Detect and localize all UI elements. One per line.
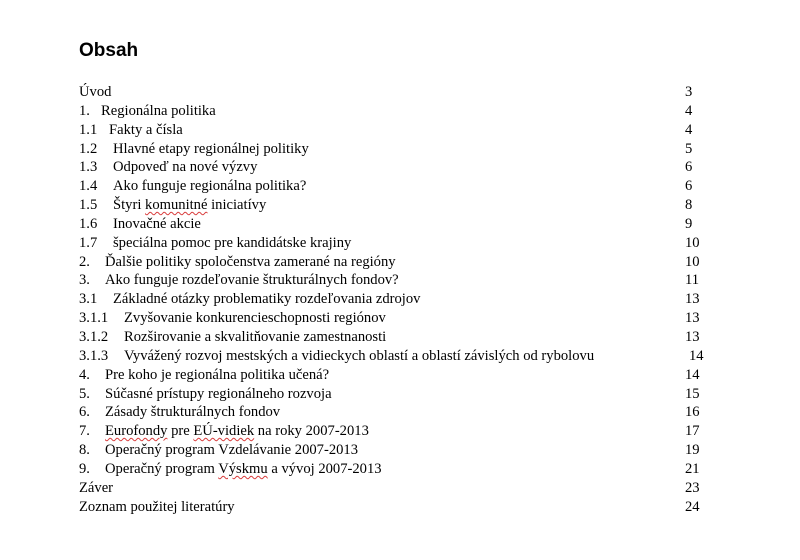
toc-page-number: 16: [685, 404, 700, 421]
toc-entry-number: 3.1.3: [79, 347, 109, 364]
toc-entry-1-1: [79, 121, 719, 140]
toc-entry-number: 9.: [79, 460, 90, 477]
toc-page-number: 9: [685, 215, 693, 232]
spellcheck-word: EÚ-vidiek: [193, 423, 255, 440]
toc-entry-text: [113, 196, 266, 215]
toc-entry-8: [79, 441, 719, 460]
toc-page-number: 11: [685, 272, 700, 289]
toc-entry-text: Zásady štrukturálnych fondov: [105, 404, 281, 421]
toc-entry-3: [79, 271, 719, 290]
toc-page-number: 14: [685, 366, 700, 383]
toc-entry-text: Zvyšovanie konkurencieschopnosti regiónov: [124, 310, 386, 327]
toc-entry-1-3: [79, 158, 719, 177]
toc-entry-7: [79, 422, 719, 441]
toc-entry-number: 4.: [79, 366, 90, 383]
toc-entry-text: [105, 460, 382, 479]
toc-entry-text: Hlavné etapy regionálnej politiky: [113, 140, 309, 157]
toc-entry-3-1-2: [79, 328, 719, 347]
toc-entry-text-part: Štyri: [113, 197, 146, 214]
table-of-contents: [79, 83, 719, 516]
toc-page-number: 4: [685, 121, 693, 138]
toc-entry-number: 7.: [79, 423, 90, 440]
toc-page-number: 10: [685, 253, 700, 270]
toc-entry-text: Úvod: [79, 84, 112, 100]
toc-page-number: 6: [685, 159, 693, 176]
toc-entry-text: Inovačné akcie: [113, 215, 201, 232]
toc-entry-number: 3.1.1: [79, 310, 109, 327]
toc-entry-text: Vyvážený rozvoj mestských a vidieckych oblastí a oblastí závislých od rybolovu: [124, 347, 595, 364]
toc-entry-1: [79, 102, 719, 121]
toc-entry-number: 3.1: [79, 291, 98, 308]
toc-entry-uvod: [79, 83, 719, 102]
toc-entry-6: [79, 403, 719, 422]
toc-entry-text: Zoznam použitej literatúry: [79, 498, 235, 515]
toc-entry-text: Rozširovanie a skvalitňovanie zamestnanosti: [124, 328, 387, 345]
spellcheck-word: Eurofondy: [105, 423, 168, 440]
toc-entry-literatura: [79, 498, 719, 517]
toc-entry-number: 1.5: [79, 197, 98, 214]
toc-entry-number: 5.: [79, 385, 90, 402]
toc-entry-text: špeciálna pomoc pre kandidátske krajiny: [113, 234, 352, 251]
toc-page-number: 13: [685, 310, 700, 327]
toc-page-number: 6: [685, 178, 693, 195]
toc-entry-text: Ako funguje rozdeľovanie štrukturálnych fondov?: [105, 272, 399, 289]
toc-page-number: 15: [685, 385, 700, 402]
toc-entry-3-1-1: [79, 309, 719, 328]
toc-entry-number: 1.6: [79, 215, 98, 232]
toc-entry-number: 3.1.2: [79, 328, 109, 345]
toc-entry-4: [79, 366, 719, 385]
page-title: Obsah: [79, 40, 139, 61]
toc-page-number: 23: [685, 479, 700, 496]
toc-entry-text-part: pre: [167, 423, 194, 440]
spellcheck-word: Výskmu: [218, 460, 268, 477]
toc-page-number: 21: [685, 460, 700, 477]
toc-entry-number: 1.4: [79, 178, 98, 195]
toc-entry-number: 1.3: [79, 159, 98, 176]
toc-entry-9: [79, 460, 719, 479]
toc-entry-text: Odpoveď na nové výzvy: [113, 159, 258, 176]
toc-entry-text: Ako funguje regionálna politika?: [113, 178, 307, 195]
toc-entry-text: Základné otázky problematiky rozdeľovania zdrojov: [113, 291, 421, 308]
toc-entry-2: [79, 253, 719, 272]
toc-page-number: 4: [685, 102, 693, 119]
toc-entry-text: Súčasné prístupy regionálneho rozvoja: [105, 385, 332, 402]
toc-entry-number: 2.: [79, 253, 90, 270]
toc-entry-1-5: [79, 196, 719, 215]
toc-entry-text-part: Operačný program: [105, 460, 219, 477]
toc-entry-text: Pre koho je regionálna politika učená?: [105, 366, 330, 383]
toc-entry-number: 1.2: [79, 140, 98, 157]
toc-entry-number: 8.: [79, 442, 90, 459]
toc-entry-number: 1.: [79, 102, 90, 119]
toc-entry-text: Regionálna politika: [101, 102, 216, 119]
toc-entry-zaver: [79, 479, 719, 498]
toc-entry-1-7: [79, 234, 719, 253]
toc-page-number: 13: [685, 291, 700, 308]
spellcheck-word: komunitné: [145, 197, 208, 214]
toc-entry-text: Operačný program Vzdelávanie 2007-2013: [105, 442, 359, 459]
toc-entry-number: 1.7: [79, 234, 98, 251]
toc-page-number: 3: [685, 84, 693, 100]
toc-entry-3-1: [79, 290, 719, 309]
toc-entry-text: [105, 422, 369, 441]
toc-page-number: 13: [685, 328, 700, 345]
toc-entry-5: [79, 385, 719, 404]
toc-page-number: 19: [685, 442, 700, 459]
toc-entry-1-4: [79, 177, 719, 196]
toc-page-number: 17: [685, 423, 700, 440]
toc-page-number: 10: [685, 234, 700, 251]
toc-entry-3-1-3: [79, 347, 719, 366]
toc-page-number: 24: [685, 498, 700, 515]
toc-entry-1-2: [79, 140, 719, 159]
toc-entry-number: 3.: [79, 272, 90, 289]
toc-entry-number: 6.: [79, 404, 90, 421]
toc-entry-number: 1.1: [79, 121, 98, 138]
toc-page-number: 8: [685, 197, 693, 214]
toc-entry-text-part: a vývoj 2007-2013: [267, 460, 382, 477]
toc-page-number: 5: [685, 140, 693, 157]
toc-entry-text-part: iniciatívy: [207, 197, 267, 214]
toc-entry-text: Záver: [79, 479, 114, 496]
toc-entry-text-part: na roky 2007-2013: [254, 423, 369, 440]
toc-page-number: 14: [689, 347, 704, 364]
toc-entry-text: Fakty a čísla: [109, 121, 183, 138]
toc-entry-1-6: [79, 215, 719, 234]
toc-entry-text: Ďalšie politiky spoločenstva zamerané na regióny: [105, 253, 396, 270]
